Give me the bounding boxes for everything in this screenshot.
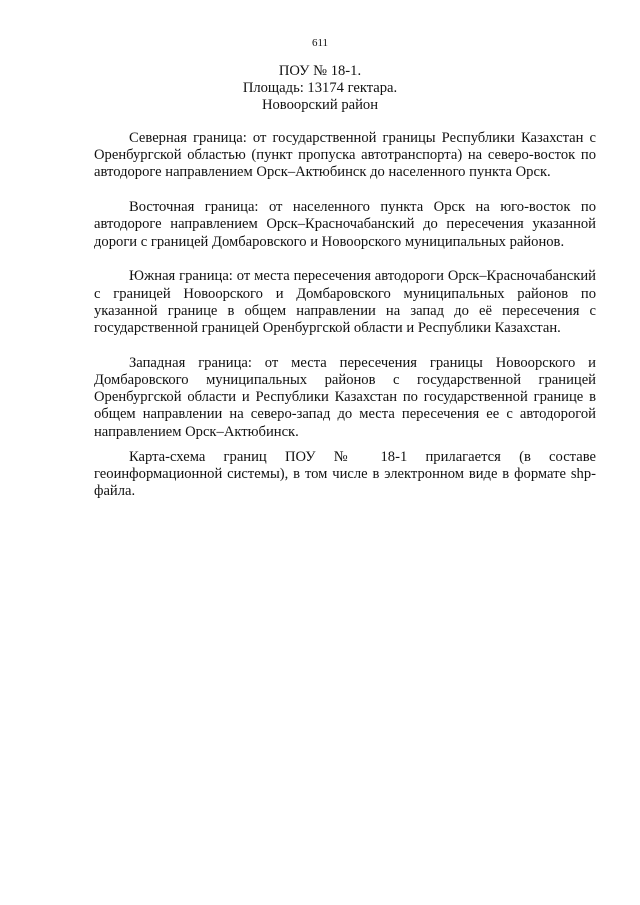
north-boundary-paragraph: Северная граница: от государственной границы Республики Казахстан с Оренбургской областью (пункт пропуска автотранспорта) на северо-восток по автодороге направлением Орск–Актюбинск до населенного пункта Орск. <box>94 130 596 181</box>
south-boundary-paragraph: Южная граница: от места пересечения автодороги Орск–Красночабанский с границей Новоорского и Домбаровского муниципальных районов по указанной границе в общем направлении на запад до её пересечения с государственной границей Оренбургской области и Республики Казахстан. <box>94 268 596 337</box>
east-boundary-paragraph: Восточная граница: от населенного пункта Орск на юго-восток по автодороге направлением Орск–Красночабанский до пересечения указанной дороги с границей Домбаровского и Новоорского муниципальных районов. <box>94 199 596 250</box>
page-number: 611 <box>311 37 329 49</box>
west-boundary-paragraph: Западная граница: от места пересечения границы Новоорского и Домбаровского муниципальных районов с государственной границей Оренбургской области и Республики Казахстан по государственной границе в общем направлении на северо-запад до места пересечения ее с автодорогой направлением Орск–Актюбинск. <box>94 354 596 440</box>
area-line: Площадь: 13174 гектара. <box>242 80 398 96</box>
district-line: Новоорский район <box>261 97 379 113</box>
document-header <box>0 63 640 114</box>
document-body <box>94 130 596 500</box>
document-title: ПОУ № 18-1. <box>278 63 362 79</box>
map-note-paragraph: Карта-схема границ ПОУ № 18-1 прилагается (в составе геоинформационной системы), в том числе в электронном виде в формате shp-файла. <box>94 448 596 500</box>
